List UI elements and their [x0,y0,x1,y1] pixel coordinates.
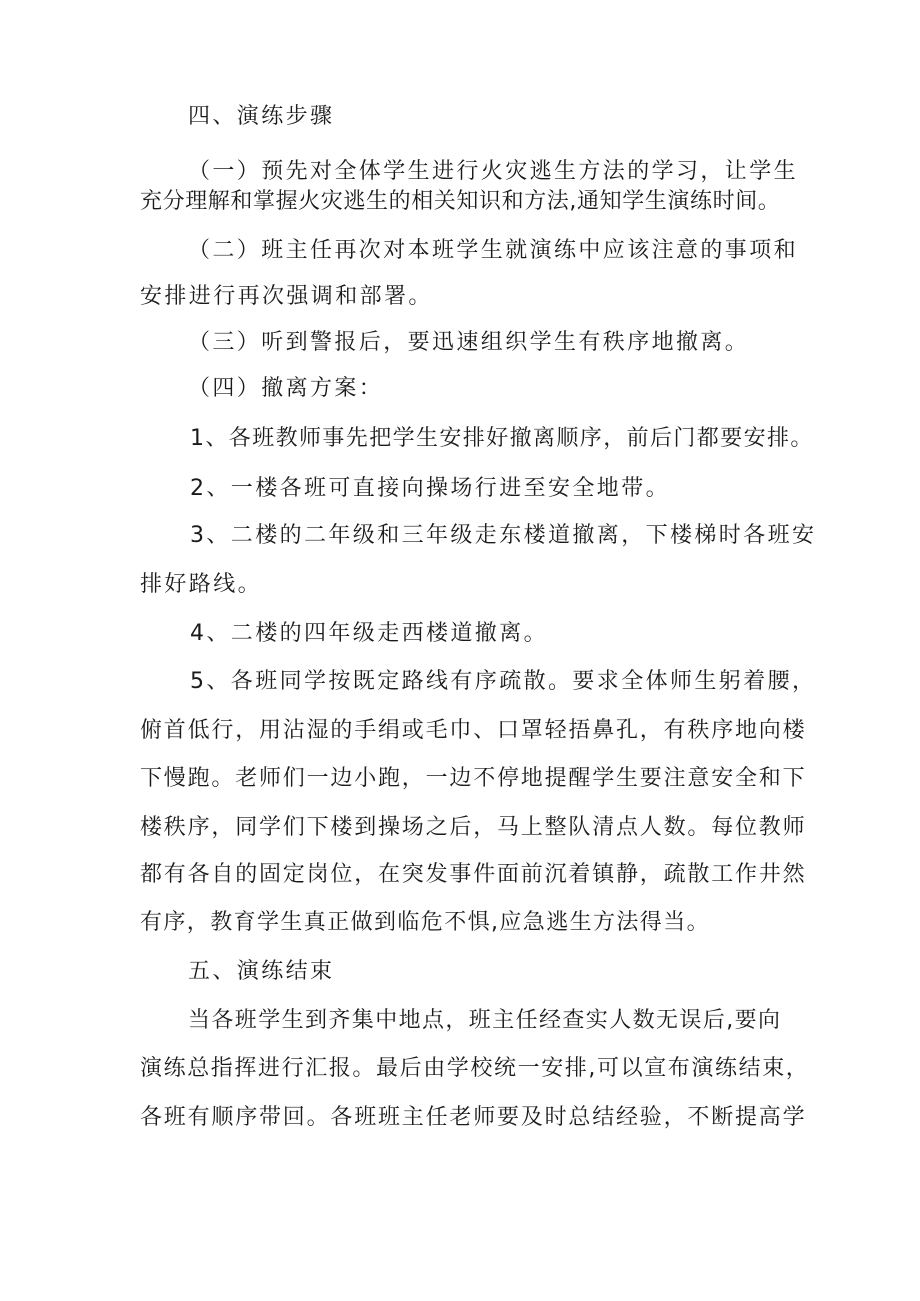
paragraph-line: （一）预先对全体学生进行火灾逃生方法的学习，让学生 [188,159,799,184]
paragraph-line: 有序，教育学生真正做到临危不惧,应急逃生方法得当。 [140,910,710,935]
paragraph-line: 俯首低行，用沾湿的手绢或毛巾、口罩轻捂鼻孔，有秩序地向楼 [140,718,807,743]
list-item: 1、各班教师事先把学生安排好撤离顺序，前后门都要安排。 [190,426,814,451]
paragraph-line: 演练总指挥进行汇报。最后由学校统一安排,可以宣布演练结束， [140,1056,810,1081]
paragraph-line: （四）撤离方案： [188,376,384,401]
section-heading-steps: 四、演练步骤 [188,104,335,129]
list-item: 3、二楼的二年级和三年级走东楼道撤离，下楼梯时各班安 [190,523,817,548]
paragraph-line: 安排进行再次强调和部署。 [140,284,433,309]
list-item: 2、一楼各班可直接向操场行进至安全地带。 [190,476,670,501]
paragraph-line: 各班有顺序带回。各班班主任老师要及时总结经验，不断提高学 [140,1105,807,1130]
paragraph-line: 排好路线。 [140,572,263,597]
list-item: 4、二楼的四年级走西楼道撤离。 [190,621,548,646]
paragraph-line: 充分理解和掌握火灾逃生的相关知识和方法,通知学生演练时间。 [140,189,781,214]
paragraph-line: 楼秩序，同学们下楼到操场之后，马上整队清点人数。每位教师 [140,815,807,840]
paragraph-line: （三）听到警报后，要迅速组织学生有秩序地撤离。 [188,330,750,355]
paragraph-line: 下慢跑。老师们一边小跑，一边不停地提醒学生要注意安全和下 [140,766,807,791]
list-item: 5、各班同学按既定路线有序疏散。要求全体师生躬着腰， [190,669,817,694]
paragraph-line: 都有各自的固定岗位，在突发事件面前沉着镇静，疏散工作井然 [140,862,807,887]
paragraph-line: （二）班主任再次对本班学生就演练中应该注意的事项和 [188,238,799,263]
paragraph-line: 当各班学生到齐集中地点，班主任经查实人数无误后,要向 [188,1008,782,1033]
section-heading-end: 五、演练结束 [188,959,335,984]
